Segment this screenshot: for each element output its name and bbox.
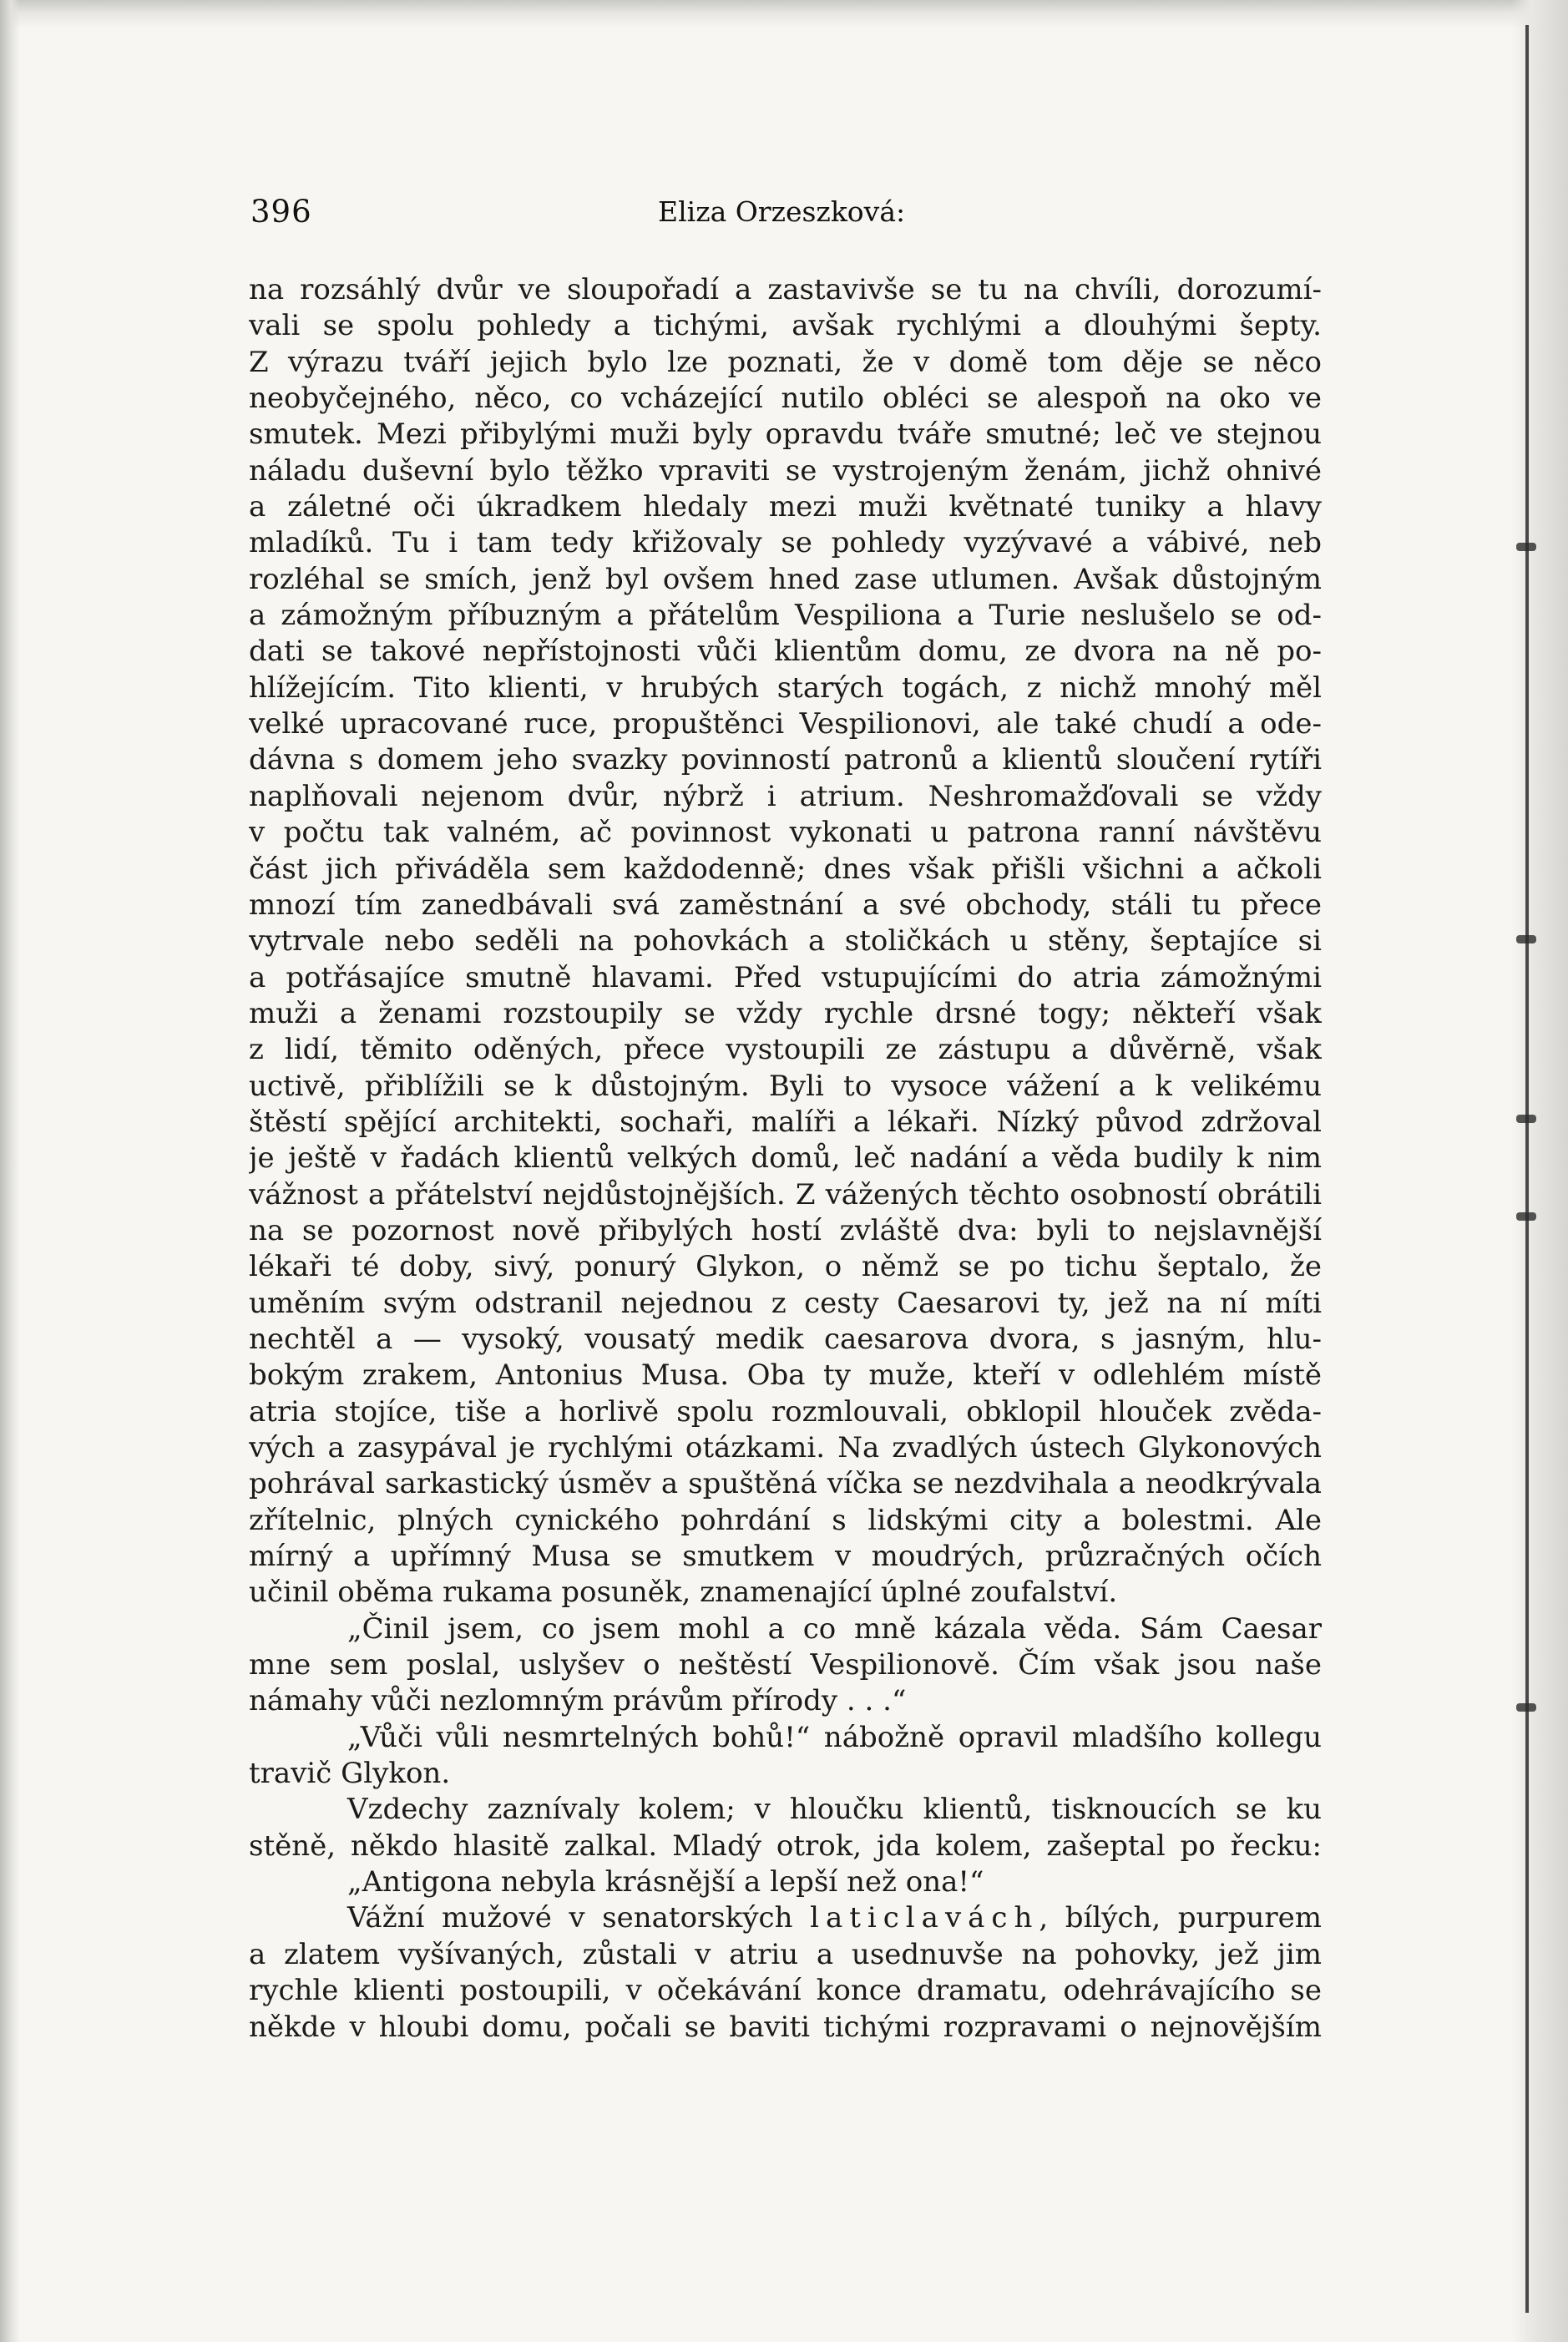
binding-edge-mark [1516,1703,1536,1712]
body-line: mnozí tím zanedbávali svá zaměstnání a své obchody, stáli tu přece [249,888,1322,922]
body-line: vážnost a přátelství nejdůstojnějších. Z vážených těchto osobností obrátili [249,1177,1322,1211]
running-head [250,194,1311,235]
body-line: někde v hloubi domu, počali se baviti tichými rozpravami o nejnovějším [249,2010,1322,2044]
body-line: „Antigona nebyla krásnější a lepší než ona!“ [347,1865,984,1899]
body-line: hlížejícím. Tito klienti, v hrubých starých togách, z nichž mnohý měl [249,670,1322,705]
binding-edge-mark [1516,543,1536,551]
body-line: rozléhal se smích, jenž byl ovšem hned zase utlumen. Avšak důstojným [249,562,1322,596]
top-page-shadow [0,0,1568,28]
body-line: lékaři té doby, sivý, ponurý Glykon, o němž se po tichu šeptalo, že [249,1250,1322,1284]
body-line: pohrával sarkastický úsměv a spuštěná víčka se nezdvihala a neodkrývala [249,1467,1322,1501]
body-line: v počtu tak valném, ač povinnost vykonati u patrona ranní návštěvu [249,816,1322,850]
body-line: bokým zrakem, Antonius Musa. Oba ty muže, kteří v odlehlém místě [249,1358,1322,1393]
body-line: a zámožným příbuzným a přátelům Vespiliona a Turie neslušelo se od- [249,599,1322,633]
body-line: mne sem poslal, uslyšev o neštěstí Vespilionově. Čím však jsou naše [249,1648,1322,1682]
body-line: velké upracované ruce, propuštěnci Vespilionovi, ale také chudí a ode- [249,707,1322,741]
body-line: nechtěl a — vysoký, vousatý medik caesarova dvora, s jasným, hlu- [249,1322,1322,1356]
body-line: na rozsáhlý dvůr ve sloupořadí a zastavivše se tu na chvíli, dorozumí- [249,273,1322,306]
body-line: stěně, někdo hlasitě zalkal. Mladý otrok, jda kolem, zašeptal po řecku: [249,1829,1322,1863]
body-line [249,1900,1322,1936]
body-text [249,272,1322,2046]
body-line: neobyčejného, něco, co vcházející nutilo obléci se alespoň na oko ve [249,382,1322,416]
body-line: travič Glykon. [249,1757,451,1791]
binding-edge-mark [1516,1115,1536,1123]
header-author: Eliza Orzeszková: [658,195,906,228]
body-line: na se pozornost nově přibylých hostí zvláště dva: byli to nejslavnější [249,1213,1322,1247]
body-line: učinil oběma rukama posuněk, znamenající úplné zoufalství. [249,1576,1118,1610]
body-line-segment: , bílých, purpurem [1039,1901,1322,1935]
body-line: a záletné oči úkradkem hledaly mezi muži květnaté tuniky a hlavy [249,490,1322,524]
body-line: náladu duševní bylo těžko vpraviti se vystrojeným ženám, jichž ohnivé [249,453,1322,488]
left-page-shadow [0,0,20,2342]
page-number: 396 [250,194,312,230]
body-line: vali se spolu pohledy a tichými, avšak rychlými a dlouhými šepty. [249,309,1322,343]
binding-edge-mark [1516,935,1536,943]
body-line: „Činil jsem, co jsem mohl a co mně kázala věda. Sám Caesar [347,1611,1322,1646]
body-line: a potřásajíce smutně hlavami. Před vstupujícími do atria zámožnými [249,960,1322,994]
body-line: rychle klienti postoupili, v očekávání konce dramatu, odehrávajícího se [249,1974,1322,2008]
body-line: vytrvale nebo seděli na pohovkách a stoličkách u stěny, šeptajíce si [249,924,1322,959]
binding-edge-mark [1516,1212,1536,1221]
emphasized-word: laticlavách [810,1901,1039,1935]
body-line: Vzdechy zaznívaly kolem; v hloučku klientů, tisknoucích se ku [347,1793,1322,1827]
body-line-segment: Vážní mužové v senatorských [347,1901,793,1935]
body-line: uctivě, přiblížili se k důstojným. Byli to vysoce vážení a k velikému [249,1069,1322,1103]
body-line: mladíků. Tu i tam tedy křižovaly se pohledy vyzývavé a vábivé, neb [249,526,1322,560]
body-line: zřítelnic, plných cynického pohrdání s lidskými city a bolestmi. Ale [249,1503,1322,1537]
body-line: smutek. Mezi přibylými muži byly opravdu tváře smutné; leč ve stejnou [249,417,1322,452]
body-line: je ještě v řadách klientů velkých domů, leč nadání a věda budily k nim [249,1141,1322,1176]
body-line: mírný a upřímný Musa se smutkem v moudrých, průzračných očích [249,1540,1322,1574]
body-line: dávna s domem jeho svazky povinností patronů a klientů sloučení rytíři [249,743,1322,777]
right-page-edge [1511,0,1568,2342]
body-line: část jich přiváděla sem každodenně; dnes však přišli všichni a ačkoli [249,852,1322,886]
body-line: muži a ženami rozstoupily se vždy rychle drsné togy; někteří však [249,996,1322,1030]
body-line: uměním svým odstranil nejednou z cesty Caesarovi ty, jež na ní míti [249,1286,1322,1320]
body-line: „Vůči vůli nesmrtelných bohů!“ nábožně opravil mladšího kollegu [347,1720,1322,1754]
body-line: vých a zasypával je rychlými otázkami. Na zvadlých ústech Glykonových [249,1431,1322,1464]
body-line: námahy vůči nezlomným právům přírody . . .“ [249,1684,907,1718]
body-line: a zlatem vyšívaných, zůstali v atriu a usednuvše na pohovky, jež jim [249,1937,1322,1971]
body-line: naplňovali nejenom dvůr, nýbrž i atrium. Neshromažďovali se vždy [249,779,1322,813]
binding-edge-line [1525,25,1529,2313]
body-line: Z výrazu tváří jejich bylo lze poznati, že v domě tom děje se něco [249,345,1322,379]
body-line: dati se takové nepřístojnosti vůči klientům domu, ze dvora na ně po- [249,635,1322,669]
body-line: z lidí, těmito oděných, přece vystoupili ze zástupu a důvěrně, však [249,1033,1322,1067]
body-line: atria stojíce, tiše a horlivě spolu rozmlouvali, obklopil hlouček zvěda- [249,1394,1322,1429]
body-line: štěstí spějící architekti, sochaři, malíři a lékaři. Nízký původ zdržoval [249,1105,1322,1139]
